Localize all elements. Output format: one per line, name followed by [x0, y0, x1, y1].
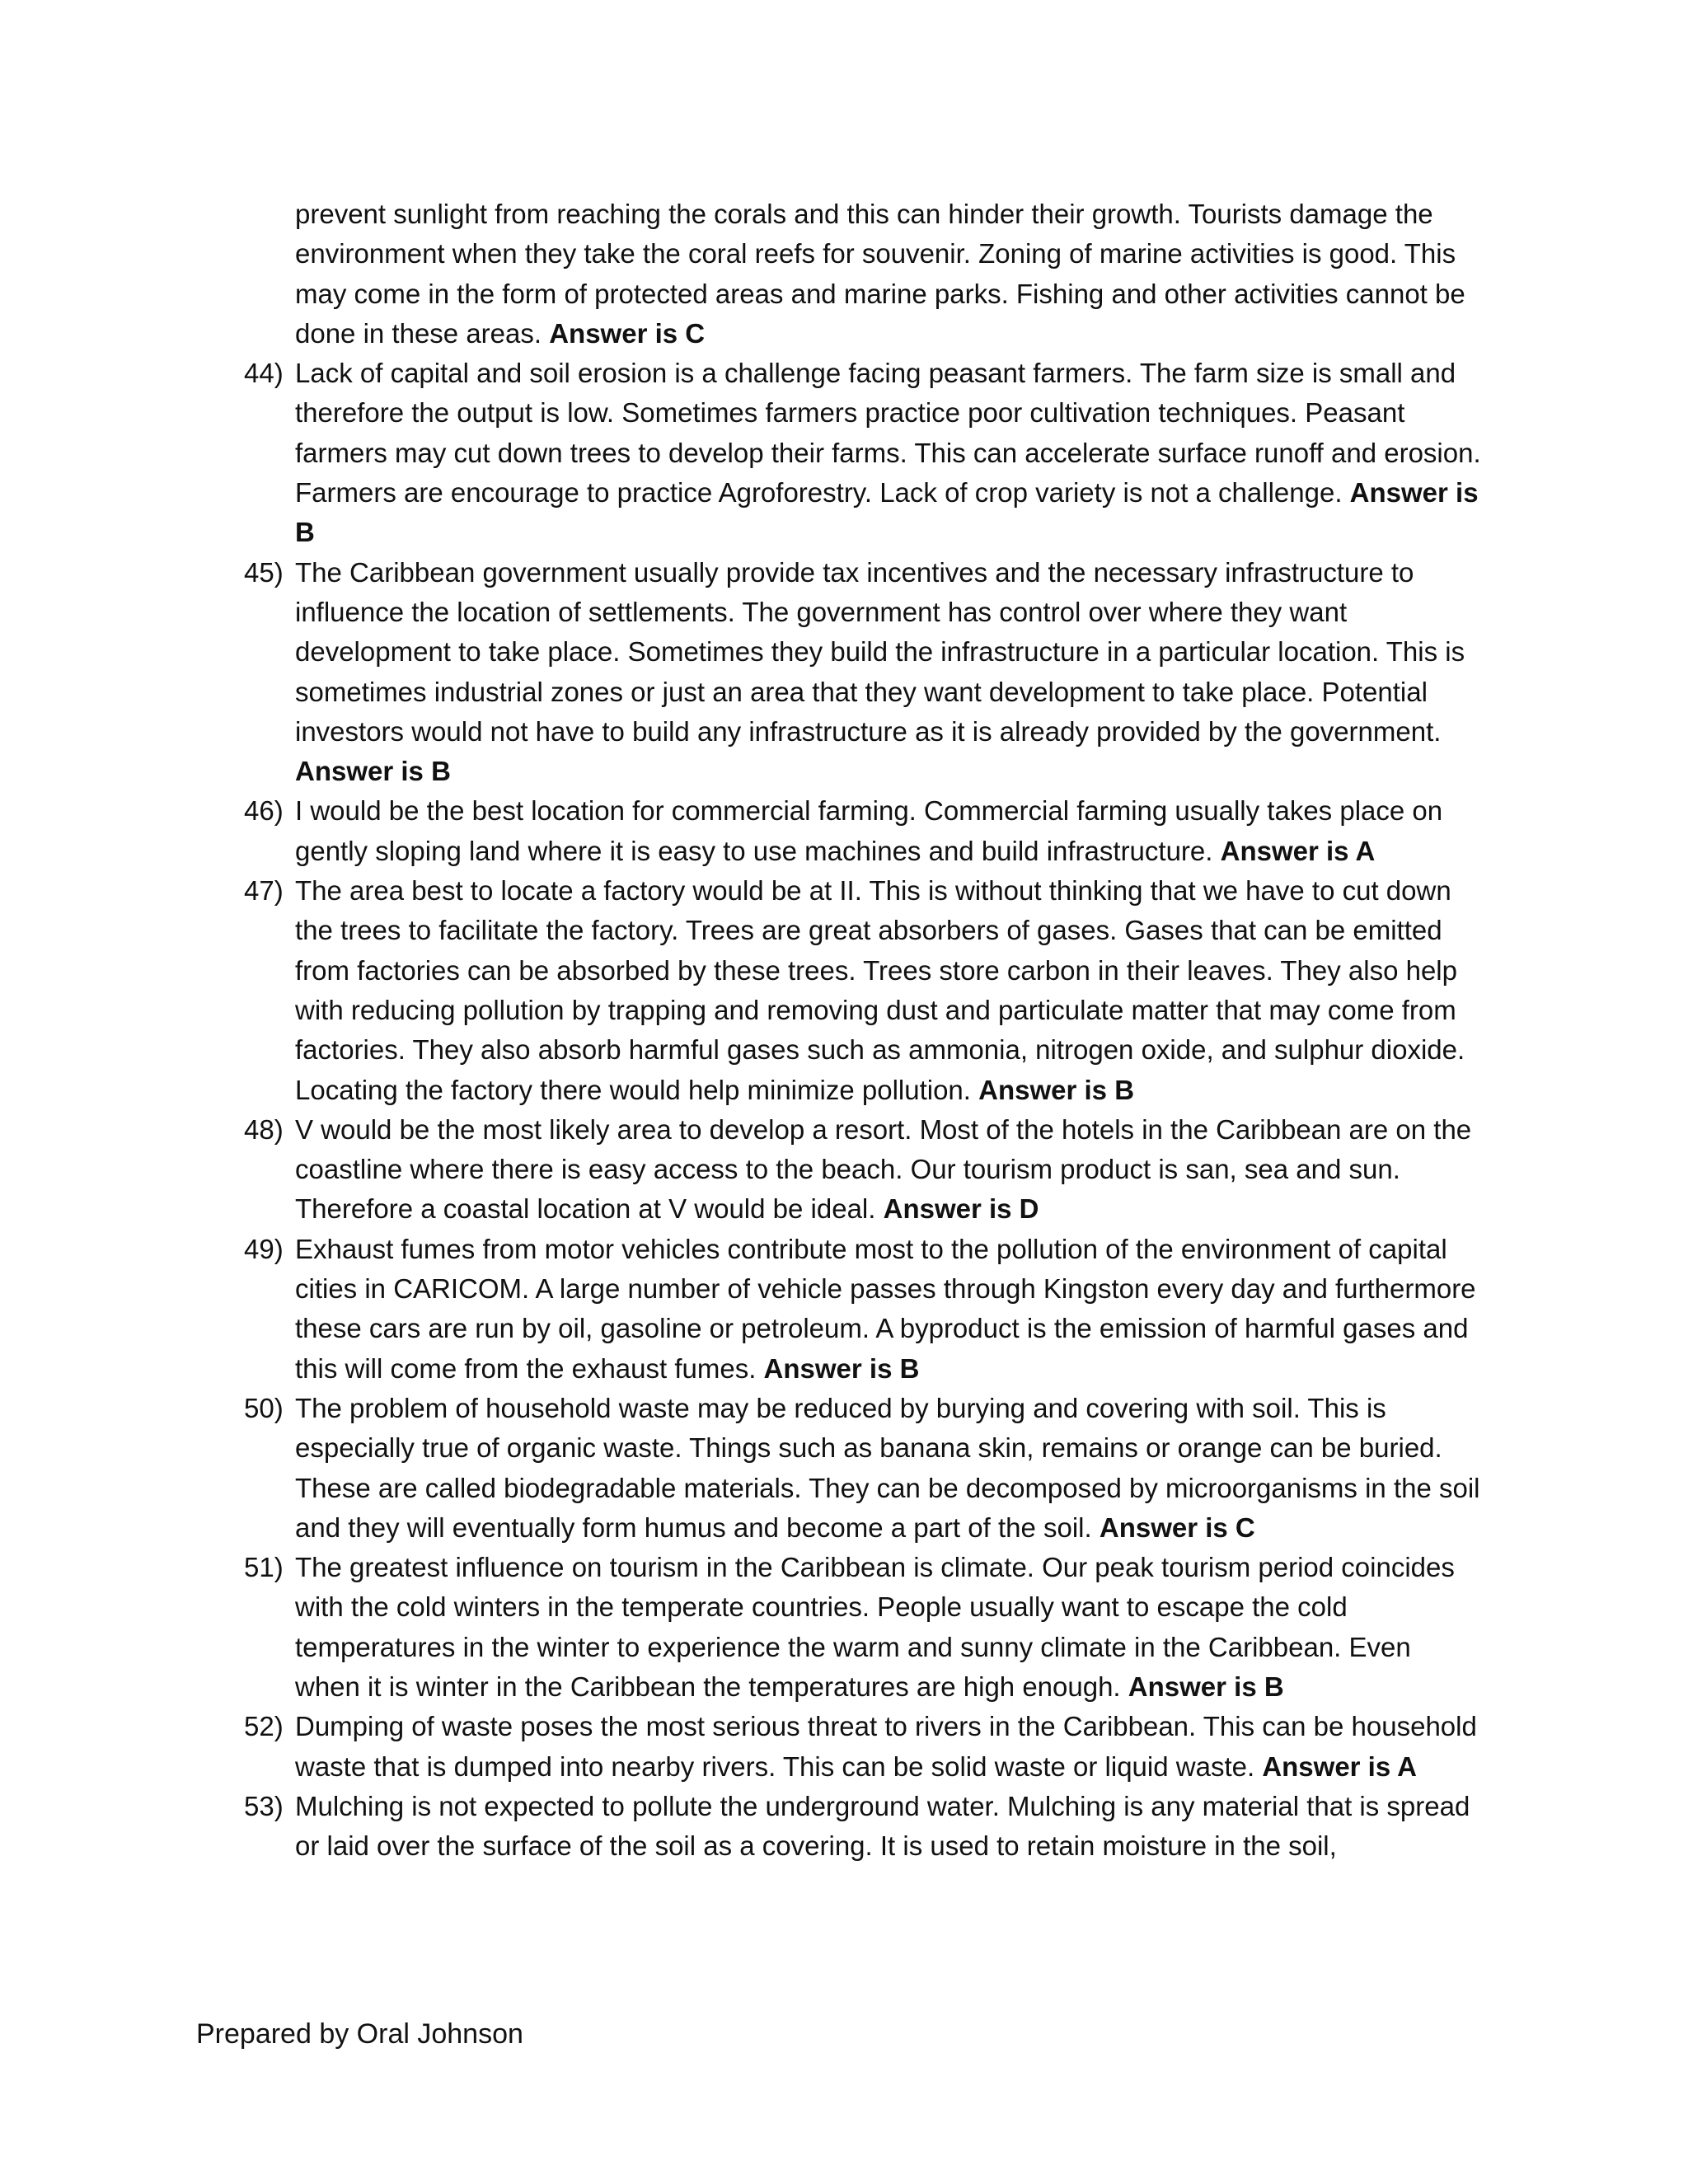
item-body	[295, 791, 1482, 871]
list-item-53	[244, 1787, 1480, 1867]
item-body	[295, 553, 1482, 792]
answer-label: Answer is B	[295, 477, 1479, 548]
answer-label: Answer is B	[763, 1352, 920, 1384]
item-text: Dumping of waste poses the most serious threat to rivers in the Caribbean. This can be household waste that is dumped into nearby rivers. This can be solid waste or liquid waste.	[295, 1711, 1477, 1782]
item-text: Exhaust fumes from motor vehicles contribute most to the pollution of the environment of capital cities in CARICOM. A large number of vehicle passes through Kingston every day and furthermore these cars are run by oil, gasoline or petroleum. A byproduct is the emission of harmful gases and this will come from the exhaust fumes.	[295, 1233, 1476, 1384]
item-number: 48)	[244, 1113, 284, 1145]
answer-label: Answer is A	[1262, 1750, 1417, 1782]
item-body	[295, 354, 1482, 552]
page-footer: Prepared by Oral Johnson	[196, 2018, 523, 2050]
item-text: The greatest influence on tourism in the Caribbean is climate. Our peak tourism period coincides with the cold winters in the temperate countries. People usually want to escape the cold temperatures in the winter to experience the warm and sunny climate in the Caribbean. Even when it is winter in the Caribbean the temperatures are high enough.	[295, 1552, 1455, 1702]
answer-label: Answer is B	[295, 756, 451, 787]
item-number: 45)	[244, 556, 284, 588]
item-number: 49)	[244, 1233, 284, 1264]
item-text: The area best to locate a factory would be at II. This is without thinking that we have to cut down the trees to facilitate the factory. Trees are great absorbers of gases. Gases that can be emitted from factories can be absorbed by these trees. Trees store carbon in their leaves. They also help with reducing pollution by trapping and removing dust and particulate matter that may come from factories. They also absorb harmful gases such as ammonia, nitrogen oxide, and sulphur dioxide. Locating the factory there would help minimize pollution.	[295, 875, 1465, 1105]
answer-label: Answer is C	[549, 317, 706, 349]
answer-label: Answer is B	[978, 1074, 1135, 1105]
paragraph-text: prevent sunlight from reaching the corals and this can hinder their growth. Tourists damage the environment when they take the coral reefs for souvenir. Zoning of marine activities is good. This may come in the form of protected areas and marine parks. Fishing and other activities cannot be done in these areas.	[295, 199, 1465, 349]
item-number: 53)	[244, 1790, 284, 1821]
item-text: Lack of capital and soil erosion is a challenge facing peasant farmers. The farm size is small and therefore the output is low. Sometimes farmers practice poor cultivation techniques. Peasant farmers may cut down trees to develop their farms. This can accelerate surface runoff and erosion. Farmers are encourage to practice Agroforestry. Lack of crop variety is not a challenge.	[295, 358, 1481, 509]
list-item-48	[244, 1110, 1480, 1230]
item-body	[295, 1707, 1482, 1787]
continued-paragraph	[295, 194, 1482, 354]
item-number: 50)	[244, 1392, 284, 1423]
list-item-46	[244, 791, 1480, 871]
list-item-52	[244, 1707, 1480, 1787]
item-text: I would be the best location for commercial farming. Commercial farming usually takes place on gently sloping land where it is easy to use machines and build infrastructure.	[295, 795, 1443, 866]
list-item-51	[244, 1548, 1480, 1707]
item-number: 47)	[244, 875, 284, 907]
answer-label: Answer is B	[1128, 1671, 1284, 1702]
item-text: V would be the most likely area to develop a resort. Most of the hotels in the Caribbean are on the coastline where there is easy access to the beach. Our tourism product is san, sea and sun. Therefore a coastal location at V would be ideal.	[295, 1113, 1472, 1225]
answer-label: Answer is D	[883, 1193, 1039, 1225]
answer-label: Answer is A	[1220, 835, 1376, 866]
item-text: The Caribbean government usually provide tax incentives and the necessary infrastructure to influence the location of settlements. The government has control over where they want development to take place. Sometimes they build the infrastructure in a particular location. This is sometimes industrial zones or just an area that they want development to take place. Potential investors would not have to build any infrastructure as it is already provided by the government.	[295, 556, 1465, 747]
item-text: The problem of household waste may be reduced by burying and covering with soil. This is especially true of organic waste. Things such as banana skin, remains or orange can be buried. These are called biodegradable materials. They can be decomposed by microorganisms in the soil and they will eventually form humus and become a part of the soil.	[295, 1392, 1480, 1543]
item-number: 46)	[244, 795, 284, 827]
answer-label: Answer is C	[1099, 1511, 1255, 1543]
answer-explanations	[244, 194, 1480, 1866]
item-body	[295, 1230, 1482, 1389]
item-body	[295, 1787, 1482, 1867]
list-item-45	[244, 553, 1480, 792]
item-number: 44)	[244, 358, 284, 389]
item-body	[295, 1548, 1482, 1707]
list-item-44	[244, 354, 1480, 552]
item-body	[295, 1389, 1482, 1548]
item-number: 51)	[244, 1552, 284, 1583]
list-item-50	[244, 1389, 1480, 1548]
item-text: Mulching is not expected to pollute the underground water. Mulching is any material that is spread or laid over the surface of the soil as a covering. It is used to retain moisture in the soil,	[295, 1790, 1470, 1862]
item-body	[295, 871, 1482, 1110]
list-item-49	[244, 1230, 1480, 1389]
list-item-47	[244, 871, 1480, 1110]
item-number: 52)	[244, 1711, 284, 1742]
item-body	[295, 1110, 1482, 1230]
